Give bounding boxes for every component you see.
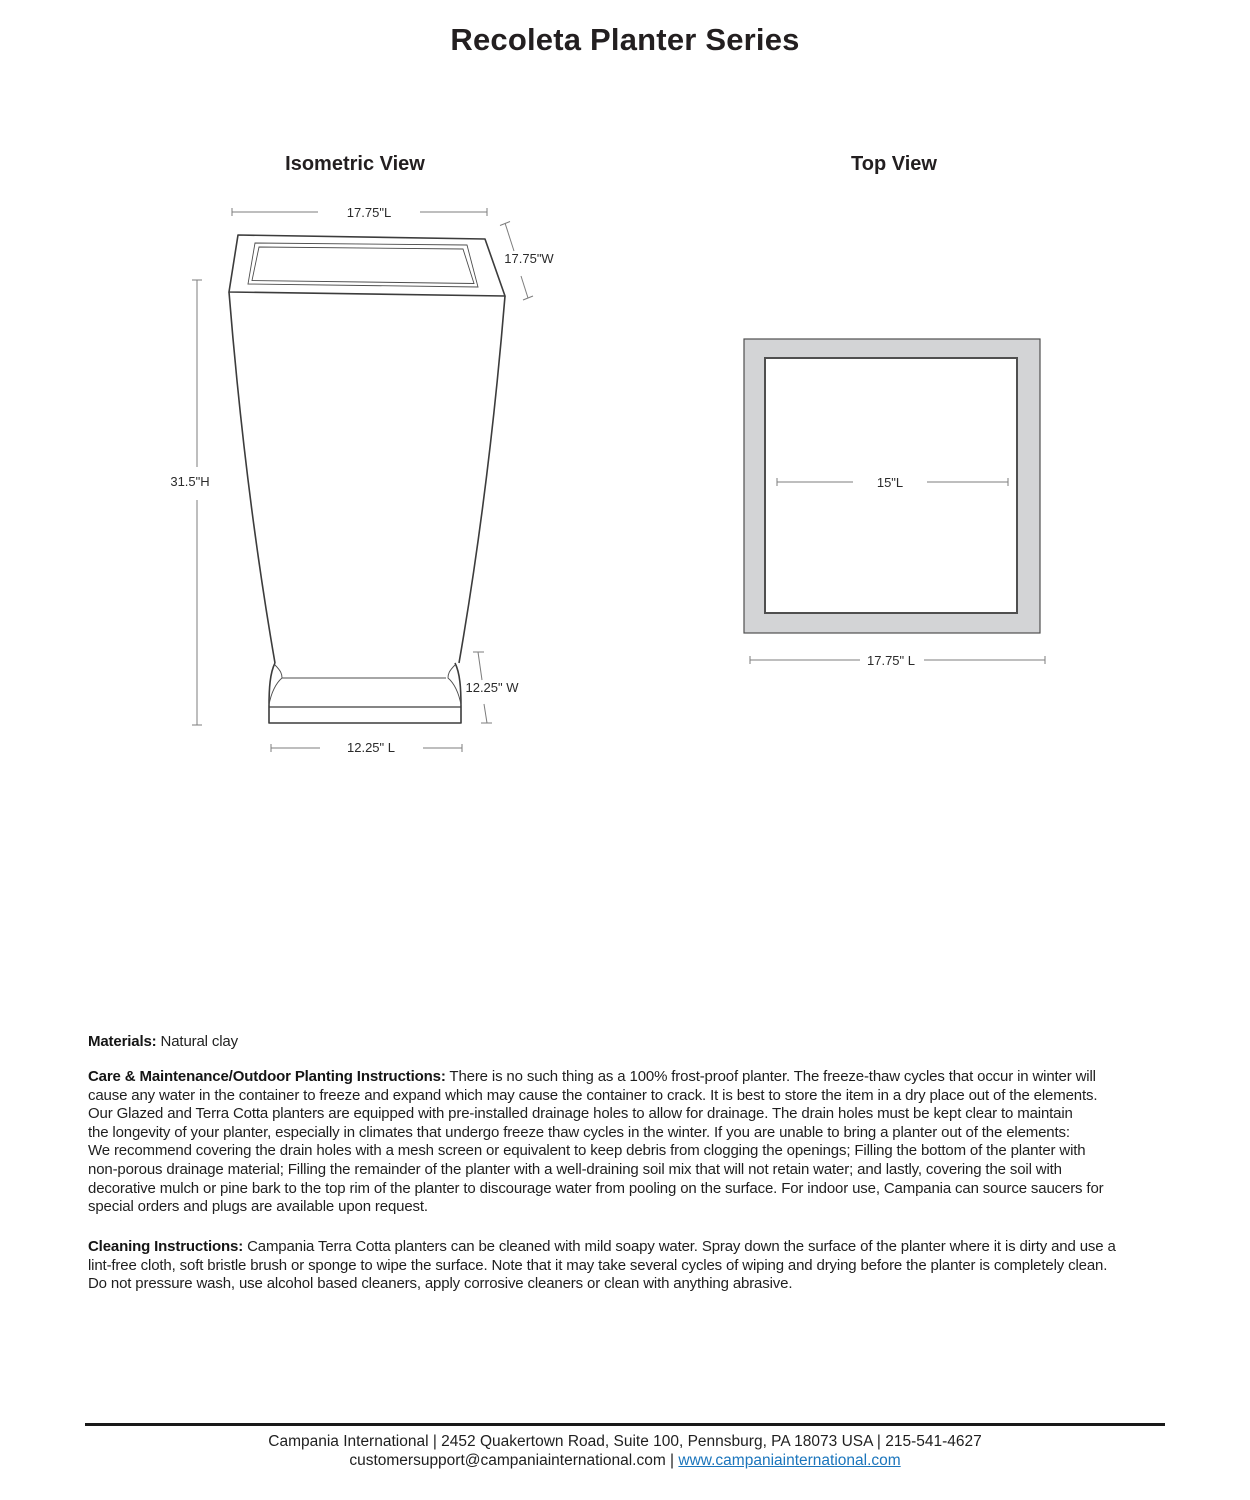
isometric-view-drawing [150,190,570,770]
materials-value: Natural clay [156,1033,238,1050]
isometric-view-title: Isometric View [285,153,425,175]
care-line [88,1068,1168,1087]
care-line: the longevity of your planter, especially in climates that undergo freeze thaw cycles in the winter. If you are unable to bring a planter out of the elements: [88,1123,1070,1141]
footer-divider [85,1423,1165,1426]
care-intro: There is no such thing as a 100% frost-proof planter. The freeze-thaw cycles that occur in winter will [445,1068,1096,1085]
cleaning-line: Do not pressure wash, use alcohol based cleaners, apply corrosive cleaners or clean with anything abrasive. [88,1275,793,1293]
planter-base [269,663,461,723]
iso-dim-base-length [271,740,462,755]
iso-dim-height-label: 31.5"H [170,474,210,489]
cleaning-intro: Campania Terra Cotta planters can be cleaned with mild soapy water. Spray down the surface of the planter where it is dirty and use a [243,1238,1116,1255]
iso-dim-base-width [465,652,519,723]
iso-dim-top-length [232,205,487,220]
footer-email: customersupport@campaniainternational.com [349,1452,666,1469]
planter-body [229,292,505,663]
care-line: special orders and plugs are available upon request. [88,1198,428,1216]
care-line: decorative mulch or pine bark to the top rim of the planter to discourage water from pooling on the surface. For indoor use, Campania can source saucers for [88,1179,1104,1197]
cleaning-line [88,1238,1168,1257]
page-title: Recoleta Planter Series [450,22,800,57]
cleaning-line: lint-free cloth, soft bristle brush or sponge to wipe the surface. Note that it may take several cycles of wiping and drying before the planter is completely clean. [88,1256,1108,1274]
footer-contact [0,1451,1250,1470]
cleaning-instructions-paragraph [88,1238,1168,1294]
iso-dim-base-length-label: 12.25" L [347,740,395,755]
footer-separator: | [665,1452,679,1469]
top-dim-outer-length-label: 17.75" L [867,653,915,668]
care-label: Care & Maintenance/Outdoor Planting Instructions: [88,1068,446,1085]
footer-address: Campania International | 2452 Quakertown Road, Suite 100, Pennsburg, PA 18073 USA | 215-541-4627 [268,1433,982,1450]
care-line: Our Glazed and Terra Cotta planters are equipped with pre-installed drainage holes to allow for drainage. The drain holes must be kept clear to maintain [88,1105,1073,1123]
care-line: cause any water in the container to freeze and expand which may cause the container to crack. It is best to store the item in a dry place out of the elements. [88,1086,1098,1104]
top-view-title: Top View [851,153,937,175]
top-view-drawing [720,320,1060,680]
top-dim-outer-length [750,653,1045,668]
iso-dim-base-width-label: 12.25" W [465,680,519,695]
iso-dim-top-length-label: 17.75"L [346,205,392,220]
top-dim-inner-length-label: 15"L [876,475,904,490]
iso-dim-top-width [500,222,554,301]
cleaning-label: Cleaning Instructions: [88,1238,244,1255]
iso-dim-height [170,280,209,725]
care-line: non-porous drainage material; Filling the remainder of the planter with a well-draining soil mix that will not retain water; and lastly, covering the soil with [88,1160,1062,1178]
care-maintenance-paragraph [88,1068,1168,1217]
iso-dim-top-width-label: 17.75"W [504,251,554,266]
materials-label: Materials: [88,1033,157,1050]
care-line: We recommend covering the drain holes with a mesh screen or equivalent to keep debris from clogging the openings; Filling the bottom of the planter with [88,1142,1086,1160]
materials-line [88,1033,1168,1052]
planter-top-face [229,235,505,296]
footer-website-link[interactable]: www.campaniainternational.com [678,1452,901,1469]
